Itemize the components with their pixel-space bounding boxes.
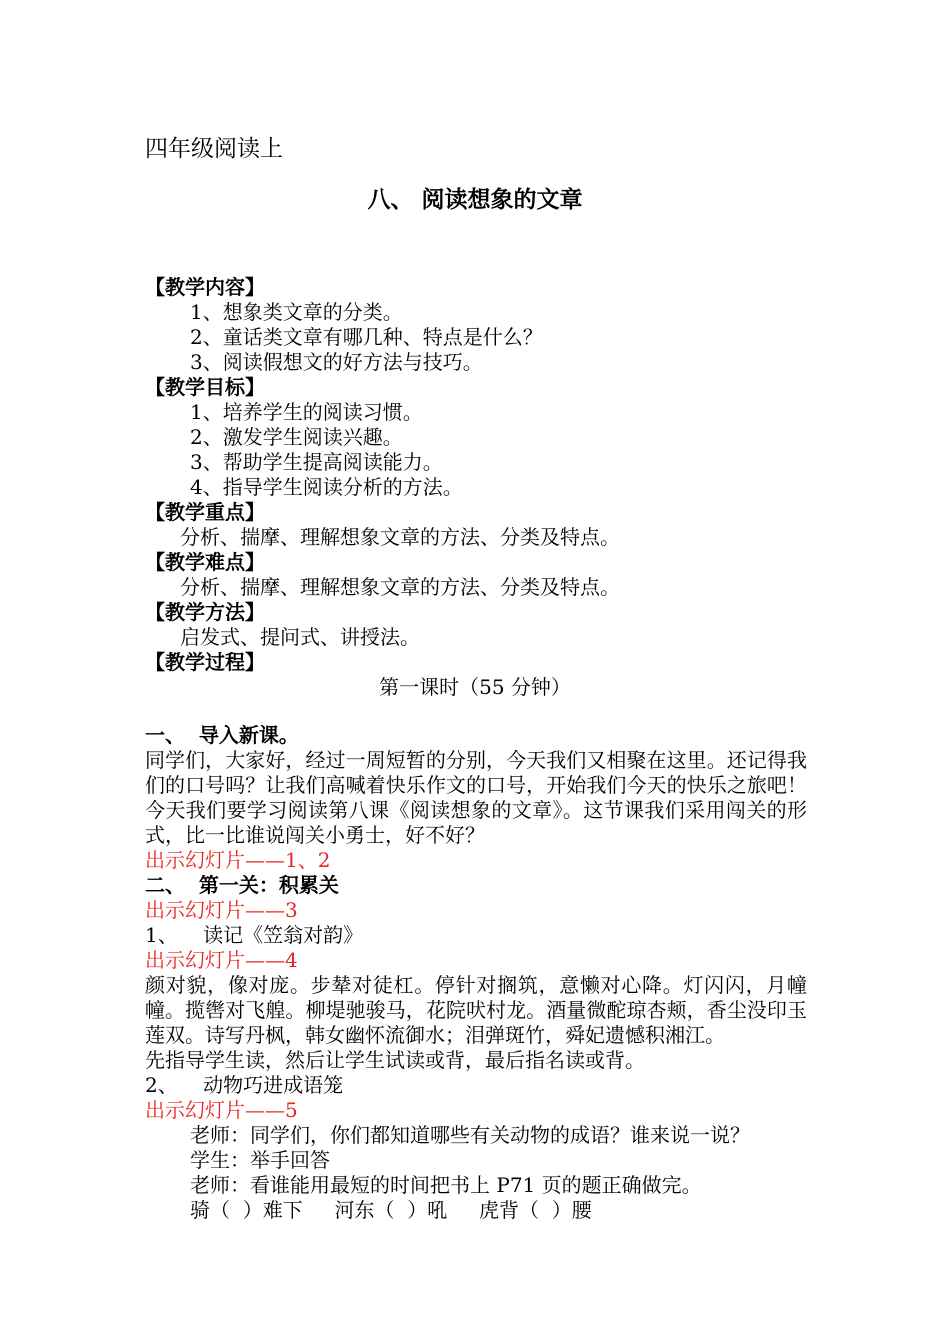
slide-note: 出示幻灯片——5: [145, 1098, 298, 1122]
idiom-blank: 骑（ ）难下: [190, 1198, 303, 1222]
idiom-blank: 河东（ ）吼: [334, 1198, 448, 1222]
teacher-line: 老师：看谁能用最短的时间把书上 P71 页的题正确做完。: [190, 1173, 702, 1197]
guide-text: 先指导学生读，然后让学生试读或背，最后指名读或背。: [145, 1048, 645, 1072]
difficulties-text: 分析、揣摩、理解想象文章的方法、分类及特点。: [180, 575, 620, 599]
part1-paragraph: 同学们，大家好，经过一周短暂的分别，今天我们又相聚在这里。还记得我们的口号吗？让我们高喊着快乐作文的口号，开始我们今天的快乐之旅吧！今天我们要学习阅读第八课《阅读想象的文章》。这节课我们采用闯关的形式，比一比谁说闯关小勇士，好不好？: [145, 748, 807, 847]
section-heading-methods: 【教学方法】: [145, 600, 265, 624]
goal-item: 3、帮助学生提高阅读能力。: [190, 450, 443, 474]
key-points-text: 分析、揣摩、理解想象文章的方法、分类及特点。: [180, 525, 620, 549]
section-heading-process: 【教学过程】: [145, 650, 265, 674]
section-heading-difficulties: 【教学难点】: [145, 550, 265, 574]
section-heading-goals: 【教学目标】: [145, 375, 265, 399]
slide-note: 出示幻灯片——1、2: [145, 848, 331, 872]
goal-item: 2、激发学生阅读兴趣。: [190, 425, 403, 449]
section-heading-key-points: 【教学重点】: [145, 500, 265, 524]
methods-text: 启发式、提问式、讲授法。: [180, 625, 420, 649]
idiom-blank: 虎背（ ）腰: [479, 1198, 592, 1222]
grade-title: 四年级阅读上: [145, 136, 283, 162]
part2-item2: 2、 动物巧进成语笼: [145, 1073, 344, 1097]
content-item: 2、童话类文章有哪几种、特点是什么？: [190, 325, 543, 349]
student-line: 学生：举手回答: [190, 1148, 330, 1172]
slide-note: 出示幻灯片——3: [145, 898, 298, 922]
part2-item1: 1、 读记《笠翁对韵》: [145, 923, 364, 947]
section-heading-content: 【教学内容】: [145, 275, 265, 299]
idiom-blanks: [190, 1198, 592, 1223]
content-item: 1、想象类文章的分类。: [190, 300, 403, 324]
part2-heading: 二、 第一关：积累关: [145, 873, 339, 897]
teacher-line: 老师：同学们，你们都知道哪些有关动物的成语？谁来说一说？: [190, 1123, 750, 1147]
poem-text: 颜对貌，像对庞。步辇对徒杠。停针对搁筑，意懒对心降。灯闪闪，月幢幢。揽辔对飞艎。柳堤驰骏马，花院吠村龙。酒量微酡琼杏颊，香尘没印玉莲双。诗写丹枫，韩女幽怀流御水；泪弹斑竹，舜妃遗憾积湘江。: [145, 973, 807, 1047]
goal-item: 1、培养学生的阅读习惯。: [190, 400, 423, 424]
slide-note: 出示幻灯片——4: [145, 948, 298, 972]
lesson-period: 第一课时（55 分钟）: [379, 675, 571, 699]
lesson-title: 八、 阅读想象的文章: [367, 186, 583, 213]
goal-item: 4、指导学生阅读分析的方法。: [190, 475, 463, 499]
content-item: 3、阅读假想文的好方法与技巧。: [190, 350, 483, 374]
part1-heading: 一、 导入新课。: [145, 723, 299, 747]
